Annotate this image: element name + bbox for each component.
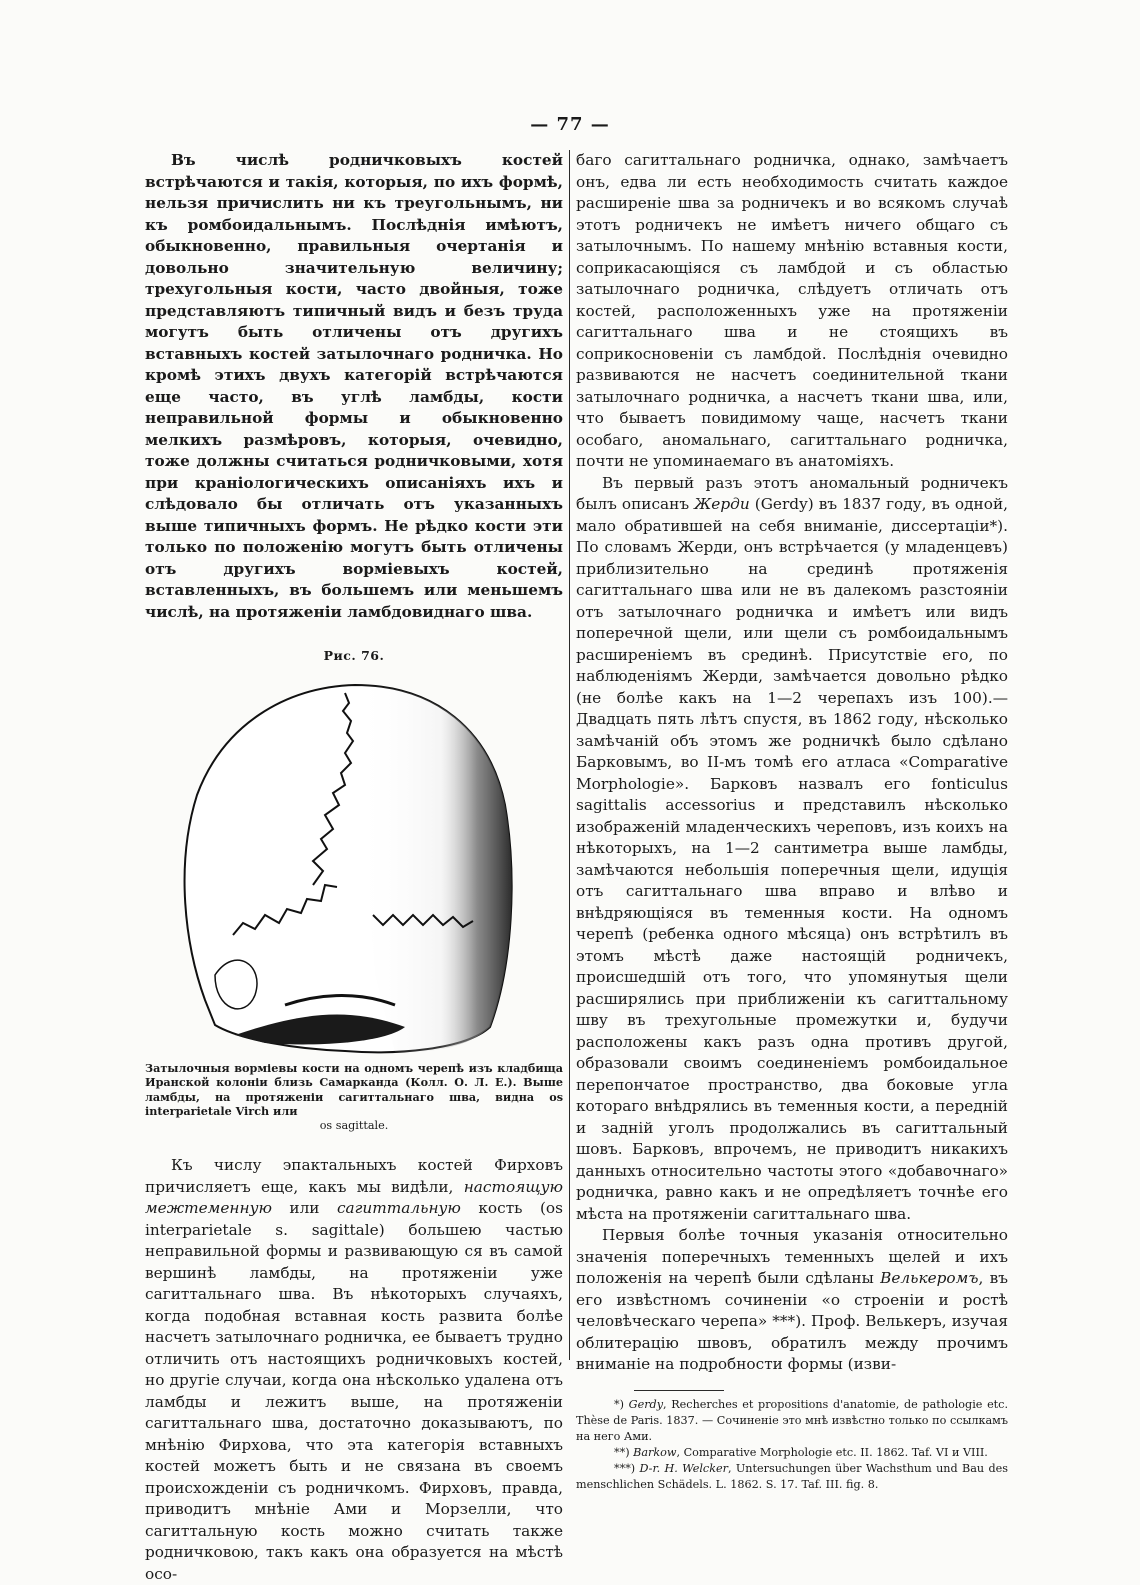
footnote-rule <box>634 1390 724 1391</box>
left-paragraph-2 <box>145 1155 563 1585</box>
right-paragraph-2-part-a: Въ первый разъ этотъ аномальный родничекъ былъ описанъ <box>576 473 1008 513</box>
footnote-2-mark: **) <box>614 1445 634 1459</box>
skull-figure <box>145 675 563 1055</box>
figure-caption-text: Затылочныя ворміевы кости на одномъ черепѣ изъ кладбища Иранской колоніи близь Самарканда (Колл. О. Л. Е.). Выше ламбды, на протяженіи сагиттальнаго шва, видна os interparietale Virch или <box>145 1060 563 1118</box>
footnote-3-mark: ***) <box>614 1461 640 1475</box>
left-column <box>145 150 563 1585</box>
right-paragraph-3-part-a: Первыя болѣе точныя указанія относительно значенія поперечныхъ теменныхъ щелей и ихъ положенія на черепѣ были сдѣланы <box>576 1226 1008 1287</box>
left-paragraph-2-emphasis-2: сагиттальную <box>336 1199 461 1217</box>
footnote-1-author: Gerdy <box>628 1397 664 1411</box>
skull-illustration <box>145 675 563 1055</box>
right-paragraph-3-part-b: , въ его извѣстномъ сочиненіи «о строеніи и ростѣ человѣческаго черепа» ***). Проф. Велькеръ, изучая облитерацію швовъ, обратилъ между прочимъ вниманіе на подробности формы (изви- <box>576 1269 1009 1373</box>
left-paragraph-2-part-c: кость (os interparietale s. sagittale) большею частью неправильной формы и развивающую ся въ самой вершинѣ ламбды, на протяженіи уже сагиттальнаго шва. Въ нѣкоторыхъ случаяхъ, когда подобная вставная кость развита болѣе насчетъ затылочнаго родничка, ее бываетъ трудно отличить отъ настоящихъ родничковыхъ костей, но другіе случаи, когда она нѣсколько удалена отъ ламбды и лежитъ выше, на протяженіи сагиттальнаго шва, достаточно доказываютъ, по мнѣнію Фирхова, что эта категорія вставныхъ костей можетъ быть и не связана въ своемъ происхожденіи съ родничкомъ. Фирховъ, правда, приводитъ мнѣніе Ами и Морзелли, что сагиттальную кость можно считать также родничковою, такъ какъ она образуется на мѣстѣ осо- <box>145 1199 563 1583</box>
right-paragraph-3 <box>576 1225 1008 1376</box>
footnotes <box>576 1397 1008 1493</box>
footnote-2-text: , Comparative Morphologie etc. II. 1862. Taf. VI и VIII. <box>676 1445 988 1459</box>
footnote-2-author: Barkow <box>633 1445 677 1459</box>
right-paragraph-1: баго сагиттальнаго родничка, однако, замѣчаетъ онъ, едва ли есть необходимость считать каждое расширеніе шва за родничекъ и во всякомъ случаѣ этотъ родничекъ не имѣетъ ничего общаго съ затылочнымъ. По нашему мнѣнію вставныя кости, соприкасающіяся съ ламбдой и съ областью затылочнаго родничка, слѣдуетъ отличать отъ костей, расположенныхъ уже на протяженіи сагиттальнаго шва и не стоящихъ въ соприкосновеніи съ ламбдой. Послѣднія очевидно развиваются не насчетъ соединительной ткани затылочнаго родничка, а насчетъ ткани шва, или, что бываетъ повидимому чаще, насчетъ ткани особаго, аномальнаго, сагиттальнаго родничка, почти не упоминаемаго въ анатоміяхъ. <box>576 151 1008 470</box>
footnote-3 <box>576 1461 1008 1493</box>
right-paragraph-2 <box>576 473 1008 1226</box>
page-number: — 77 — <box>530 114 610 135</box>
figure-caption-last-line: os sagittale. <box>319 1118 389 1132</box>
column-divider <box>569 150 570 1360</box>
footnote-2 <box>576 1445 1008 1461</box>
footnote-1-mark: *) <box>614 1397 629 1411</box>
right-paragraph-2-emphasis: Жерди <box>694 495 750 513</box>
right-paragraph-2-part-b: (Gerdy) въ 1837 году, въ одной, мало обратившей на себя вниманіе, диссертаціи*). По словамъ Жерди, онъ встрѣчается (у младенцевъ) приблизительно на срединѣ протяженія сагиттальнаго шва или не въ далекомъ разстояніи отъ затылочнаго родничка и имѣетъ или видъ поперечной щели, или щели съ ромбоидальнымъ расширеніемъ въ срединѣ. Присутствіе его, по наблюденіямъ Жерди, замѣчается довольно рѣдко (не болѣе какъ на 1—2 черепахъ изъ 100).—Двадцать пять лѣтъ спустя, въ 1862 году, нѣсколько замѣчаній объ этомъ же родничкѣ было сдѣлано Барковымъ, во II-мъ томѣ его атласа «Comparative Morphologie». Барковъ назвалъ его fonticulus sagittalis accessorius и представилъ нѣсколько изображеній младенческихъ череповъ, изъ коихъ на нѣкоторыхъ, на 1—2 сантиметра выше ламбды, замѣчаются небольшія поперечныя щели, идущія отъ сагиттальнаго шва вправо и влѣво и внѣдряющіяся въ теменныя кости. На одномъ черепѣ (ребенка одного мѣсяца) онъ встрѣтилъ въ этомъ мѣстѣ даже настоящій родничекъ, происшедшій отъ того, что упомянутыя щели расширялись при приближеніи къ сагиттальному шву въ трехугольные промежутки и, будучи расположены какъ разъ одна противъ другой, образовали своимъ соединеніемъ ромбоидальное перепончатое пространство, два боковые угла котораго внѣдрялись въ теменныя кости, а передній и задній уголъ продолжались въ сагиттальный шовъ. Барковъ, впрочемъ, не приводитъ никакихъ данныхъ относительно частоты этого «добавочнаго» родничка, равно какъ и не опредѣляетъ точнѣе его мѣста на протяженіи сагиттальнаго шва. <box>576 495 1009 1223</box>
left-paragraph-2-part-b: или <box>271 1199 337 1217</box>
figure-title: Рис. 76. <box>323 648 385 663</box>
left-paragraph-1: Въ числѣ родничковыхъ костей встрѣчаются и такія, которыя, по ихъ формѣ, нельзя причислить ни къ треугольнымъ, ни къ ромбоидальнымъ. Послѣднія имѣютъ, обыкновенно, правильныя очертанія и довольно значительную величину; трехугольныя кости, часто двойныя, тоже представляютъ типичный видъ и безъ труда могутъ быть отличены отъ другихъ вставныхъ костей затылочнаго родничка. Но кромѣ этихъ двухъ категорій встрѣчаются еще часто, въ углѣ ламбды, кости неправильной формы и обыкновенно мелкихъ размѣровъ, которыя, очевидно, тоже должны считаться родничковыми, хотя при краніологическихъ описаніяхъ ихъ и слѣдовало бы отличать отъ указанныхъ выше типичныхъ формъ. Не рѣдко кости эти только по положенію могутъ быть отличены отъ другихъ ворміевыхъ костей, вставленныхъ, въ большемъ или меньшемъ числѣ, на протяженіи ламбдовиднаго шва. <box>145 151 563 621</box>
right-column <box>576 150 1008 1493</box>
figure-caption <box>145 1061 563 1134</box>
footnote-1-text: , Recherches et propositions d'anatomie, de pathologie etc. Thèse de Paris. 1837. — Сочиненіе это мнѣ извѣстно только по ссылкамъ на него Ами. <box>576 1397 1009 1443</box>
footnote-3-text: , Untersuchungen über Wachsthum und Bau des menschlichen Schädels. L. 1862. S. 17. Taf. III. fig. 8. <box>576 1461 1008 1491</box>
left-paragraph-2-emphasis-1: настоящую межтеменную <box>145 1177 563 1217</box>
right-paragraph-3-emphasis: Велькеромъ <box>880 1269 979 1287</box>
left-paragraph-2-part-a: Къ числу эпактальныхъ костей Фирховъ причисляетъ еще, какъ мы видѣли, <box>145 1156 563 1196</box>
footnote-3-author: D-r. H. Welcker <box>639 1461 728 1475</box>
footnote-1 <box>576 1397 1008 1445</box>
